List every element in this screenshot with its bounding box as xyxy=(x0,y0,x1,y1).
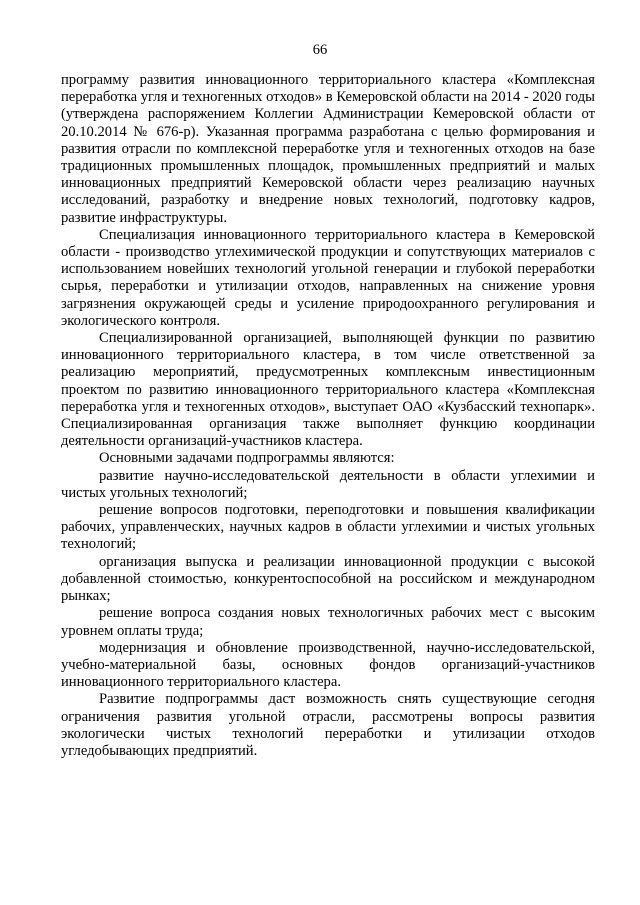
paragraph-program-description: программу развития инновационного территориального кластера «Комплексная переработка угля и техногенных отходов» в Кемеровской области на 2014 - 2020 годы (утверждена распоряжением Коллегии Администрации Кемеровской области от 20.10.2014 № 676-р). Указанная программа разработана с целью формирования и развития отрасли по комплексной переработке угля и техногенных отходов на базе традиционных промышленных площадок, промышленных предприятий и малых инновационных предприятий Кемеровской области через реализацию научных исследований, разработку и внедрение новых технологий, подготовку кадров, развитие инфраструктуры. xyxy=(61,72,595,226)
paragraph-cluster-specialization: Специализация инновационного территориального кластера в Кемеровской области - производство углехимической продукции и сопутствующих материалов с использованием новейших технологий угольной генерации и глубокой переработки сырья, переработки и утилизации отходов, направленных на снижение уровня загрязнения окружающей среды и усиление природоохранного регулирования и экологического контроля. xyxy=(61,226,595,329)
paragraph-task-training: решение вопросов подготовки, переподготовки и повышения квалификации рабочих, управленческих, научных кадров в области углехимии и чистых угольных технологий; xyxy=(61,502,595,553)
paragraph-conclusion: Развитие подпрограммы даст возможность снять существующие сегодня ограничения развития угольной отрасли, рассмотрены вопросы развития экологически чистых технологий переработки и утилизации отходов угледобывающих предприятий. xyxy=(61,691,595,759)
paragraph-task-modernization: модернизация и обновление производственной, научно-исследовательской, учебно-материальной базы, основных фондов организаций-участников инновационного территориального кластера. xyxy=(61,639,595,691)
paragraph-specialized-organization: Специализированной организацией, выполняющей функции по развитию инновационного территориального кластера, в том числе ответственной за реализацию мероприятий, предусмотренных комплексным инвестиционным проектом по развитию инновационного территориального кластера «Комплексная переработка угля и техногенных отходов», выступает ОАО «Кузбасский технопарк». Специализированная организация также выполняет функцию координации деятельности организаций-участников кластера. xyxy=(61,330,595,450)
paragraph-task-production: организация выпуска и реализации инновационной продукции с высокой добавленной стоимостью, конкурентоспособной на российском и международном рынках; xyxy=(61,553,595,605)
page-number: 66 xyxy=(312,42,328,58)
paragraph-task-research: развитие научно-исследовательской деятельности в области углехимии и чистых угольных технологий; xyxy=(61,467,595,501)
document-body xyxy=(61,72,595,760)
paragraph-tasks-heading: Основными задачами подпрограммы являются: xyxy=(99,450,395,467)
paragraph-task-jobs: решение вопроса создания новых технологичных рабочих мест с высоким уровнем оплаты труда; xyxy=(61,605,595,639)
